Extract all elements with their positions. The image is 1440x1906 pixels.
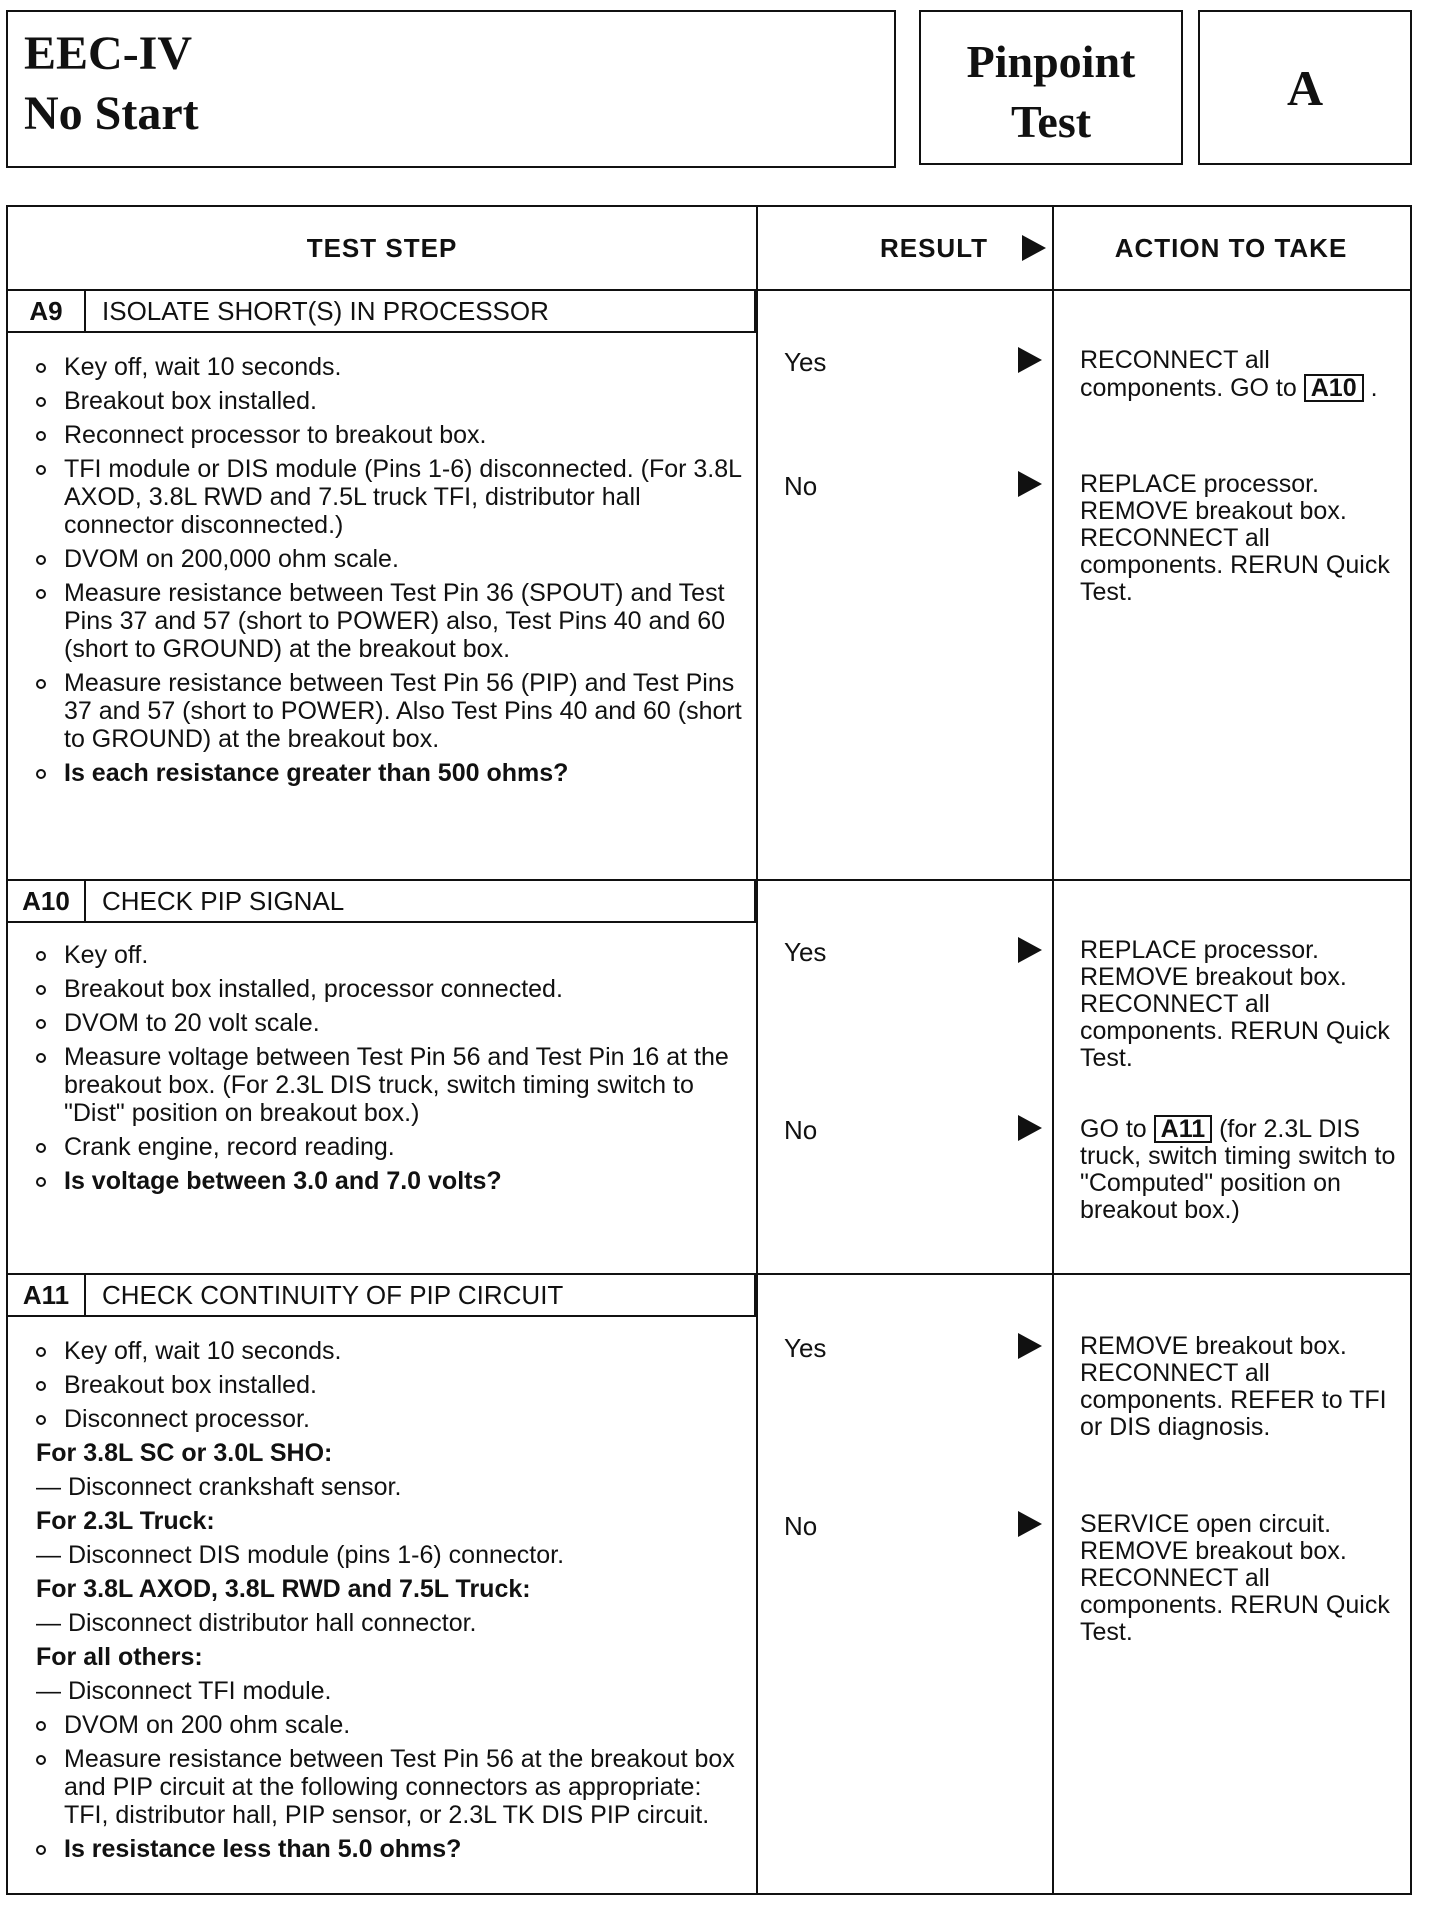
list-item: Breakout box installed. <box>28 1371 748 1399</box>
group-detail: — Disconnect crankshaft sensor. <box>36 1473 402 1501</box>
result-yes: Yes <box>784 347 827 377</box>
group-heading: For 2.3L Truck: <box>36 1507 215 1535</box>
list-item: Key off, wait 10 seconds. <box>28 1337 748 1365</box>
result-no: No <box>784 471 818 501</box>
list-item: Measure resistance between Test Pin 56 (PIP) and Test Pins 37 and 57 (short to POWER). Also Test Pins 40 and 60 (short to GROUND) at the breakout box. <box>28 669 748 753</box>
pinpoint-line2: Test <box>1010 96 1092 147</box>
column-header-test-step: TEST STEP <box>306 232 458 263</box>
result-yes: Yes <box>784 1333 827 1363</box>
step-question: Is each resistance greater than 500 ohms? <box>28 759 748 787</box>
group-heading: For all others: <box>36 1643 203 1671</box>
list-item: Crank engine, record reading. <box>28 1133 748 1161</box>
list-item: Key off. <box>28 941 748 969</box>
group-heading: For 3.8L AXOD, 3.8L RWD and 7.5L Truck: <box>36 1575 531 1603</box>
action-no: GO to A11 (for 2.3L DIS truck, switch timing switch to "Computed" position on breakout box.) <box>1080 1115 1396 1224</box>
list-item: Breakout box installed. <box>28 387 748 415</box>
result-yes: Yes <box>784 937 827 967</box>
step-header-a11 <box>8 1275 756 1317</box>
action-yes: REPLACE processor. REMOVE breakout box. RECONNECT all components. RERUN Quick Test. <box>1080 936 1390 1072</box>
arrow-icon <box>1018 937 1042 963</box>
arrow-icon <box>1018 471 1042 497</box>
result-arrow-icon <box>1022 235 1046 261</box>
column-divider-1 <box>756 207 758 1893</box>
list-item: Key off, wait 10 seconds. <box>28 353 748 381</box>
step-title: CHECK PIP SIGNAL <box>102 885 345 916</box>
result-no: No <box>784 1115 818 1145</box>
step-header-a10 <box>8 881 756 923</box>
list-item: Measure resistance between Test Pin 56 at the breakout box and PIP circuit at the following connectors as appropriate: TFI, distributor hall, PIP sensor, or 2.3L TK DIS PIP circuit. <box>28 1745 748 1829</box>
pinpoint-test-box <box>919 10 1183 165</box>
action-no: SERVICE open circuit. REMOVE breakout box. RECONNECT all components. RERUN Quick Test. <box>1080 1510 1390 1646</box>
list-item: DVOM to 20 volt scale. <box>28 1009 748 1037</box>
arrow-icon <box>1018 1333 1042 1359</box>
list-item: Breakout box installed, processor connected. <box>28 975 748 1003</box>
list-item: Disconnect processor. <box>28 1405 748 1433</box>
step-id: A11 <box>8 1275 86 1315</box>
action-no: REPLACE processor. REMOVE breakout box. RECONNECT all components. RERUN Quick Test. <box>1080 470 1390 606</box>
group-detail: — Disconnect distributor hall connector. <box>36 1609 477 1637</box>
test-letter: A <box>1286 59 1324 116</box>
arrow-icon <box>1018 347 1042 373</box>
step-id: A9 <box>8 291 86 331</box>
header-title-line1: EEC-IV <box>24 27 193 80</box>
list-item: Measure resistance between Test Pin 36 (SPOUT) and Test Pins 37 and 57 (short to POWER) also, Test Pins 40 and 60 (short to GROUND) at the breakout box. <box>28 579 748 663</box>
test-table <box>6 205 1412 1895</box>
step-title: CHECK CONTINUITY OF PIP CIRCUIT <box>102 1279 564 1310</box>
step-question: Is voltage between 3.0 and 7.0 volts? <box>28 1167 748 1195</box>
action-yes: RECONNECT all components. GO to A10 . <box>1080 346 1378 402</box>
step-title: ISOLATE SHORT(S) IN PROCESSOR <box>102 295 549 326</box>
group-heading: For 3.8L SC or 3.0L SHO: <box>36 1439 333 1467</box>
group-detail: — Disconnect DIS module (pins 1-6) connector. <box>36 1541 565 1569</box>
step-reference: A11 <box>1154 1115 1212 1143</box>
column-divider-2 <box>1052 207 1054 1893</box>
step-question: Is resistance less than 5.0 ohms? <box>28 1835 748 1863</box>
header-title-box <box>6 10 896 168</box>
step-reference: A10 <box>1304 374 1364 402</box>
result-no: No <box>784 1511 818 1541</box>
list-item: DVOM on 200,000 ohm scale. <box>28 545 748 573</box>
action-yes: REMOVE breakout box. RECONNECT all components. REFER to TFI or DIS diagnosis. <box>1080 1332 1387 1441</box>
step-header-a9 <box>8 291 756 333</box>
step-id: A10 <box>8 881 86 921</box>
column-header-action: ACTION TO TAKE <box>1114 232 1348 263</box>
step-a11-list <box>28 1337 748 1869</box>
column-header-result: RESULT <box>756 207 1052 289</box>
arrow-icon <box>1018 1511 1042 1537</box>
list-item: Reconnect processor to breakout box. <box>28 421 748 449</box>
arrow-icon <box>1018 1115 1042 1141</box>
test-letter-box <box>1198 10 1412 165</box>
list-item: DVOM on 200 ohm scale. <box>28 1711 748 1739</box>
step-a10-list <box>28 941 748 1201</box>
step-a9-list <box>28 353 748 793</box>
list-item: Measure voltage between Test Pin 56 and Test Pin 16 at the breakout box. (For 2.3L DIS truck, switch timing switch to "Dist" position on breakout box.) <box>28 1043 748 1127</box>
list-item: TFI module or DIS module (Pins 1-6) disconnected. (For 3.8L AXOD, 3.8L RWD and 7.5L truck TFI, distributor hall connector disconnected.) <box>28 455 748 539</box>
pinpoint-line1: Pinpoint <box>966 36 1136 87</box>
header-title-line2: No Start <box>24 87 199 140</box>
group-detail: — Disconnect TFI module. <box>36 1677 332 1705</box>
